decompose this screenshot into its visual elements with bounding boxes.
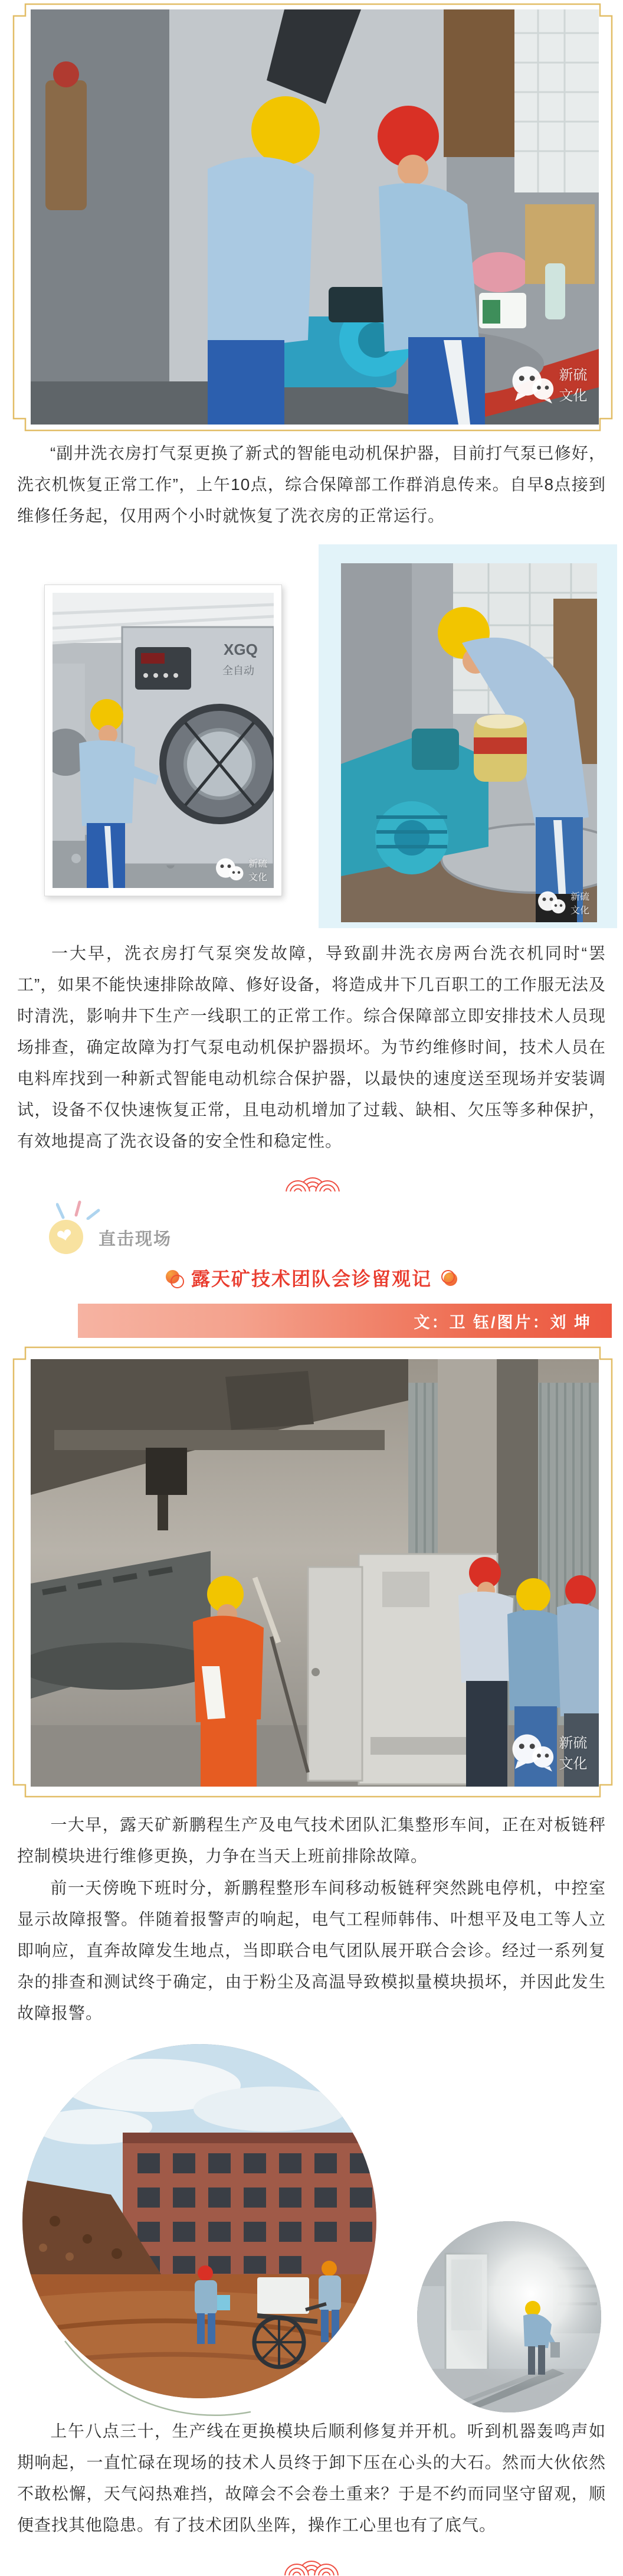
live-scene-badge-icon — [49, 1220, 83, 1254]
wechat-icon — [214, 856, 244, 883]
photo-laundry-illustration — [53, 593, 274, 888]
photo-workshop-illustration — [31, 1359, 599, 1787]
orange-dot-icon — [166, 1270, 182, 1286]
watermark — [510, 1731, 591, 1772]
paragraph-3-text: 一大早，露天矿新鹏程生产及电气技术团队汇集整形车间，正在对板链秤控制模块进行维修更换，力争在当天上班前排除故障。 — [17, 1816, 606, 1865]
watermark-text: 新硫文化 — [559, 1735, 588, 1772]
photo-pump-oiling-illustration — [341, 563, 597, 922]
paragraph-3 — [17, 1809, 606, 1872]
cloud-motif — [284, 2552, 339, 2575]
article-title-row — [0, 1264, 623, 1291]
watermark — [510, 363, 591, 404]
photo-pump-repair-illustration — [31, 9, 599, 425]
watermark-text: 新硫文化 — [559, 367, 588, 404]
watermark-text: 新硫文化 — [570, 892, 589, 916]
photo-dusty-room-illustration — [417, 2221, 601, 2412]
photo-dusty-room-worker — [417, 2221, 601, 2412]
byline-banner — [78, 1304, 612, 1338]
wechat-icon — [510, 1732, 555, 1771]
photo-pump-oiling — [341, 563, 597, 922]
paragraph-1 — [17, 438, 606, 531]
orange-dot-icon — [441, 1270, 457, 1286]
watermark — [536, 889, 591, 916]
article-title: 露天矿技术团队会诊留观记 — [191, 1268, 432, 1289]
live-scene-badge-label: 直击现场 — [99, 1230, 172, 1249]
watermark-text: 新硫文化 — [248, 858, 267, 883]
machine-model-label: XGQ — [224, 641, 258, 658]
cloud-motif — [286, 1168, 340, 1192]
paragraph-2 — [17, 938, 606, 1157]
paragraph-2-text: 一大早，洗衣房打气泵突发故障，导致副井洗衣房两台洗衣机同时“罢工”，如果不能快速排除故障、修好设备，将造成井下几百职工的工作服无法及时清洗，影响井下生产一线职工的正常工作。综合保障部立即安排技术人员现场排查，确定故障为打气泵电动机保护器损坏。为节约维修时间，技术人员在电料库找到一种新式智能电动机综合保护器，以最快的速度送至现场并安装调试，设备不仅快速恢复正常，且电动机增加了过载、缺相、欠压等多种保护，有效地提高了洗衣设备的安全性和稳定性。 — [17, 944, 606, 1150]
photo-pump-repair-two-workers — [31, 9, 599, 425]
heart-icon: ❤ — [54, 1223, 75, 1248]
paragraph-5 — [17, 2415, 606, 2541]
wechat-icon — [510, 364, 555, 403]
paragraph-1-text: “副井洗衣房打气泵更换了新式的智能电动机保护器，目前打气泵已修好，洗衣机恢复正常工作”，上午10点，综合保障部工作群消息传来。自早8点接到维修任务起，仅用两个小时就恢复了洗衣房的正常运行。 — [17, 444, 606, 525]
machine-type-label: 全自动 — [222, 665, 254, 677]
paragraph-4 — [17, 1872, 606, 2029]
photo-laundry-room — [53, 593, 274, 888]
photo-site-illustration — [22, 2044, 376, 2398]
sparkle-icon — [56, 1197, 102, 1220]
watermark — [214, 856, 269, 883]
photo-workshop-team-cabinet — [31, 1359, 599, 1787]
wechat-icon — [536, 889, 566, 916]
byline-text: 文：卫 钰/图片：刘 坤 — [414, 1313, 592, 1331]
photo-site-building-cart — [22, 2044, 376, 2398]
paragraph-4-text: 前一天傍晚下班时分，新鹏程整形车间移动板链秤突然跳电停机，中控室显示故障报警。伴随着报警声的响起，电气工程师韩伟、叶想平及电工等人立即响应，直奔故障发生地点，当即联合电气团队展开联合会诊。经过一系列复杂的排查和测试终于确定，由于粉尘及高温导致模拟量模块损坏，并因此发生故障报警。 — [17, 1879, 606, 2022]
photo-card-laundry — [44, 585, 282, 896]
paragraph-5-text: 上午八点三十，生产线在更换模块后顺利修复并开机。听到机器轰鸣声如期响起，一直忙碌在现场的技术人员终于卸下压在心头的大石。然而大伙依然不敢松懈，天气闷热难挡，故障会不会卷土重来？于是不约而同坚守留观，顺便查找其他隐患。有了技术团队坐阵，操作工心里也有了底气。 — [17, 2422, 606, 2534]
